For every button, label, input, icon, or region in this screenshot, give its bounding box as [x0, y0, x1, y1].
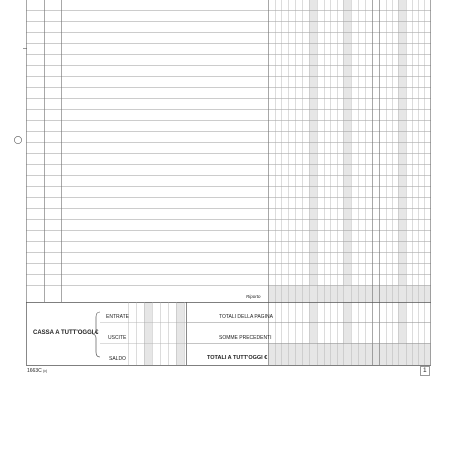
- form-code-main: 1663C: [27, 368, 42, 374]
- entrate-label: ENTRATE: [106, 314, 129, 320]
- binder-hole-icon: [14, 136, 21, 143]
- saldo-label: SALDO: [109, 356, 126, 362]
- uscite-label: USCITE: [108, 335, 127, 341]
- ruled-lines: [26, 11, 431, 286]
- cassa-label: CASSA A TUTT'OGGI €: [33, 330, 99, 336]
- totali-oggi-label: TOTALI A TUTT'OGGI €: [207, 355, 268, 361]
- form-code: [27, 368, 47, 374]
- riporto-label: Riporto: [246, 294, 261, 299]
- page-number: 1: [423, 367, 427, 374]
- totali-pagina-label: TOTALI DELLA PAGINA: [219, 314, 273, 320]
- somme-precedenti-label: SOMME PRECEDENTI: [219, 335, 272, 341]
- form-code-suffix: (c): [43, 369, 48, 373]
